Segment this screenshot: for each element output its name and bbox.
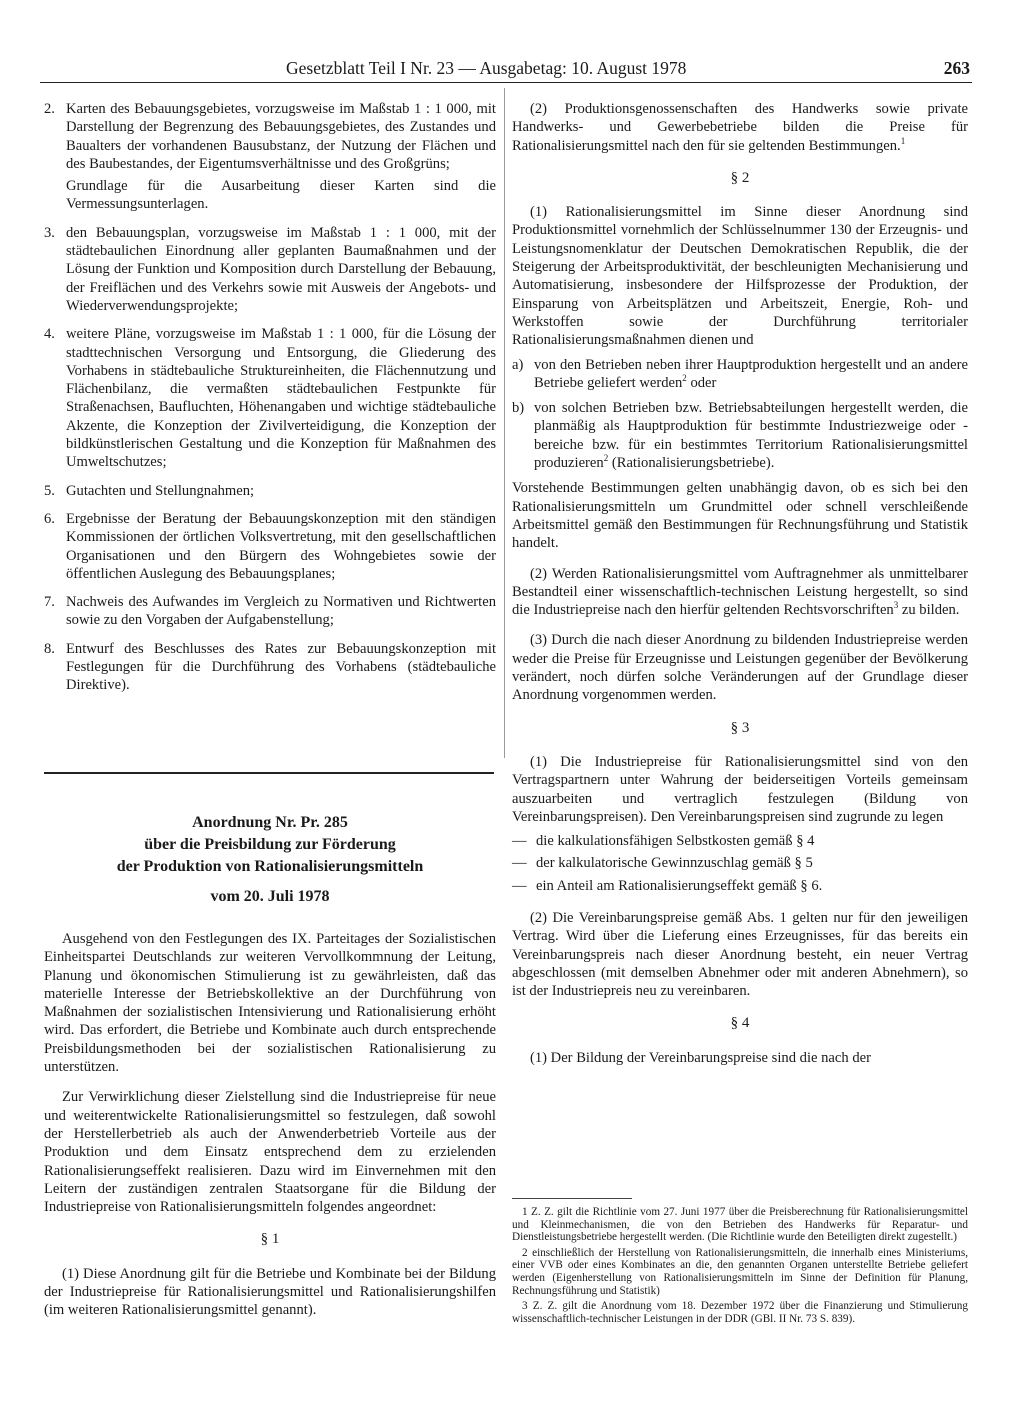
title-line-3: der Produktion von Rationalisierungsmitteln — [116, 858, 424, 875]
item-number: 2. — [44, 101, 55, 117]
section-3-paragraph-2: (2) Die Vereinbarungspreise gemäß Abs. 1 gelten nur für den jeweiligen Vertrag. Wird über die Lieferung eines Erzeugnisses, für das bereits ein Vereinbarungspreis nach dieser Anordnung besteht, ein neuer Vertrag abgeschlossen (mit demselben Abnehmer oder mit anderen Abnehmern), so ist der Industriepreis neu zu vereinbaren. — [512, 909, 968, 1000]
list-item — [44, 100, 496, 214]
section-2-paragraph-2 — [512, 565, 968, 620]
list-item — [44, 593, 496, 630]
list-item — [512, 854, 968, 872]
item-number: 6. — [44, 510, 55, 527]
section-1-paragraph-2 — [512, 100, 968, 155]
list-item — [44, 640, 496, 695]
footnote-rule — [512, 1198, 632, 1199]
item-number: 3. — [44, 224, 55, 241]
ordinance-title — [44, 812, 496, 878]
list-item — [512, 877, 968, 895]
item-text: die kalkulationsfähigen Selbstkosten gemäß § 4 — [536, 833, 815, 850]
footnote-3: 3 Z. Z. gilt die Anordnung vom 18. Dezember 1972 über die Finanzierung und Stimulierung wissenschaftlich-technischer Leistungen in der DDR (GBl. II Nr. 73 S. 839). — [512, 1300, 968, 1325]
paragraph-text: (2) Produktionsgenossenschaften des Handwerks sowie private Handwerks- und Gewerbebetriebe bilden die Preise für Rationalisierungsmittel nach den für sie geltenden Bestimmungen. — [512, 101, 968, 154]
column-divider — [504, 88, 505, 758]
section-2-paragraph-1-closing: Vorstehende Bestimmungen gelten unabhängig davon, ob es sich bei den Rationalisierungsmitteln um Grundmittel oder schnell verschleißende Arbeitsmittel gemäß den Bestimmungen für Rechnungsführung und Statistik handelt. — [512, 480, 968, 552]
item-end: (Rationalisierungsbetriebe). — [608, 455, 775, 472]
section-4-paragraph-1: (1) Der Bildung der Vereinbarungspreise sind die nach der — [530, 1049, 871, 1066]
item-label: b) — [512, 400, 525, 417]
item-text: weitere Pläne, vorzugsweise im Maßstab 1 : 1 000, für die Lösung der stadttechnischen Versorgung und Entsorgung, die Gliederung des Vorhabens in städtebauliche Struktureinheiten, die Flächennutzung und Flächenbilanz, die vermaßten städtebaulichen Festpunkte für Straßenachsen, Baufluchten, Höhenangaben und wichtige städtebauliche Akzente, die Konzeption der Zivilverteidigung, die Konzeption der bildkünstlerischen Gestaltung und die Konzeption für Maßnahmen des Umweltschutzes; — [66, 326, 496, 471]
page-number: 263 — [943, 58, 970, 78]
item-text: ein Anteil am Rationalisierungseffekt gemäß § 6. — [536, 877, 823, 894]
item-text: Karten des Bebauungsgebietes, vorzugsweise im Maßstab 1 : 1 000, mit Darstellung der Begrenzung des Bebauungsgebietes, des Zustandes und Baualters der vorhandenen Bausubstanz, der Nutzung der Flächen und des Baubestandes, der Eigentumsverhältnisse und des Großgrüns; — [66, 101, 496, 172]
list-item — [44, 510, 496, 583]
list-item — [44, 224, 496, 315]
list-item — [44, 482, 496, 500]
paragraph-text: (2) Werden Rationalisierungsmittel vom Auftragnehmer als unmittelbarer Bestandteil einer wissenschaftlich-technischen Leistung hergestellt, so sind die Industriepreise nach den hierfür geltenden Rechtsvorschriften — [512, 565, 968, 619]
dash-bullet: — — [512, 855, 527, 872]
page-header — [40, 58, 970, 84]
footnote-ref: 1 — [900, 135, 906, 146]
title-line-2: über die Preisbildung zur Förderung — [144, 836, 396, 853]
footnote-ref: 2 — [603, 453, 609, 464]
item-text: Ergebnisse der Beratung der Bebauungskonzeption mit den ständigen Kommissionen der örtlichen Volksvertretung, mit den gesellschaftlichen Organisationen und den Bürgern des Wohngebietes sowie der öffentlichen Auslegung des Bebauungsplanes; — [66, 510, 496, 582]
item-number: 4. — [44, 326, 55, 343]
item-body: von den Betrieben neben ihrer Hauptproduktion hergestellt und an andere Betriebe geliefert werden — [534, 356, 968, 391]
section-2-paragraph-3: (3) Durch die nach dieser Anordnung zu bildenden Industriepreise werden weder die Preise für Erzeugnisse und Leistungen gegenüber der Bevölkerung verändert, noch dürfen solche Veränderungen auf der Grundlage dieser Anordnung vorgenommen werden. — [512, 632, 968, 704]
section-heading-1: § 1 — [260, 1231, 280, 1248]
section-2-paragraph-1: (1) Rationalisierungsmittel im Sinne dieser Anordnung sind Produktionsmittel vornehmlich der Schlüsselnummer 130 der Erzeugnis- und Leistungsnomenklatur der Deutschen Demokratischen Republik, die der Steigerung der Arbeitsproduktivität, der beschleunigten Mechanisierung und Automatisierung, insbesondere der Hilfsprozesse der Produktion, der Einsparung von Arbeitsplätzen und Arbeitszeit, Energie, Roh- und Werkstoffen sowie der Durchführung territorialer Rationalisierungsmaßnahmen dienen und — [512, 204, 968, 349]
footnote-2: 2 einschließlich der Herstellung von Rationalisierungsmitteln, die innerhalb eines Ministeriums, einer VVB oder eines Kombinates an die, den genannten Organen unterstellte Betriebe geliefert werden (Eigenherstellung von Rationalisierungsmitteln im Sinne der Definition für Planung, Rechnungsführung und Statistik) — [512, 1246, 968, 1297]
item-number: 8. — [44, 640, 55, 657]
list-item — [512, 832, 968, 850]
section-3-paragraph-1: (1) Die Industriepreise für Rationalisierungsmittel sind von den Vertragspartnern unter Wahrung der beiderseitigen Vorteils gemeinsam auszuarbeiten und vertraglich festzulegen (Bildung von Vereinbarungspreisen). Den Vereinbarungspreisen sind zugrunde zu legen — [512, 753, 968, 825]
item-text: Nachweis des Aufwandes im Vergleich zu Normativen und Richtwerten sowie zu den Vorgaben der Aufgabenstellung; — [66, 594, 496, 629]
section-heading-2: § 2 — [730, 169, 750, 186]
header-rule — [40, 82, 972, 83]
dash-bullet: — — [512, 833, 527, 850]
section-1-paragraph-1: (1) Diese Anordnung gilt für die Betriebe und Kombinate bei der Bildung der Industriepreise für Rationalisierungsmittel und Rationalisierungshilfen (im weiteren Rationalisierungsmittel genannt). — [44, 1265, 496, 1319]
footnotes — [512, 1206, 968, 1328]
left-column-preamble — [44, 930, 496, 1332]
item-label: a) — [512, 356, 524, 373]
item-body: von solchen Betrieben bzw. Betriebsabteilungen hergestellt werden, die planmäßig als Hauptproduktion für bestimmte Industriezweige oder -bereiche bzw. für ein bestimmtes Territorium Rationalisierungsmittel produzieren — [534, 400, 968, 472]
list-item — [512, 399, 968, 472]
preamble-paragraph-1: Ausgehend von den Festlegungen des IX. Parteitages der Sozialistischen Einheitspartei Deutschlands zur weiteren Vervollkommnung der Leitung, Planung und ökonomischen Stimulierung ist zu gewährleisten, daß das materielle Interesse der Betriebskollektive an der Durchführung von Maßnahmen der sozialistischen Intensivierung und Rationalisierung erhöht wird. Das erfordert, die Betriebe und Kombinate auch durch entsprechende Preisbildungsmethoden bei der sozialistischen Rationalisierung zu unterstützen. — [44, 931, 496, 1076]
item-subtext: Grundlage für die Ausarbeitung dieser Karten sind die Vermessungsunterlagen. — [66, 178, 496, 213]
item-number: 5. — [44, 482, 55, 499]
left-column-list — [44, 100, 496, 705]
item-end: oder — [686, 374, 717, 391]
right-column — [512, 100, 968, 1079]
item-text: Entwurf des Beschlusses des Rates zur Bebauungskonzeption mit Festlegungen für die Durchführung des Vorhabens (städtebauliche Direktive). — [66, 640, 496, 694]
item-number: 7. — [44, 594, 55, 611]
dash-bullet: — — [512, 877, 527, 894]
paragraph-end: zu bilden. — [898, 602, 960, 619]
footnote-ref: 2 — [682, 373, 687, 383]
preamble-paragraph-2: Zur Verwirklichung dieser Zielstellung sind die Industriepreise für neue und weiterentwickelte Rationalisierungsmittel so festzulegen, daß sowohl der Herstellerbetrieb als auch der Anwenderbetrieb Vorteile aus der Produktion und dem Einsatz entsprechend dem zu erzielenden Rationalisierungseffekt realisieren. Dazu wird im Einvernehmen mit den Leitern der zuständigen zentralen Staatsorgane für die Bildung der Industriepreise von Rationalisierungsmitteln folgendes angeordnet: — [44, 1089, 496, 1216]
item-text — [534, 399, 968, 472]
ordinance-date: vom 20. Juli 1978 — [210, 888, 330, 905]
item-text: Gutachten und Stellungnahmen; — [66, 482, 255, 499]
item-text: den Bebauungsplan, vorzugsweise im Maßstab 1 : 1 000, mit der städtebaulichen Einordnung aller geplanten Baumaßnahmen und der Lösung der Funktion und Komposition durch Darstellung der Bebauung, der Freiflächen und des Verkehrs sowie mit Ausweis der Angebots- und Wiederverwendungsprojekte; — [66, 224, 496, 314]
list-item — [512, 356, 968, 393]
section-separator — [44, 772, 494, 774]
footnote-1: 1 Z. Z. gilt die Richtlinie vom 27. Juni 1977 über die Preisberechnung für Rationalisierungsmittel und Kleinmechanismen, die von den Betrieben des Handwerks für Reparatur- und Dienstleistungsbetriebe hergestellt werden. (Die Richtlinie wurde den Beteiligten direkt zugestellt.) — [512, 1206, 968, 1244]
section-heading-3: § 3 — [730, 719, 750, 736]
footnote-ref: 3 — [893, 600, 899, 611]
section-heading-4: § 4 — [730, 1015, 750, 1032]
list-item — [44, 325, 496, 471]
header-title: Gesetzblatt Teil I Nr. 23 — Ausgabetag: 10. August 1978 — [286, 58, 687, 78]
title-line-1: Anordnung Nr. Pr. 285 — [192, 814, 348, 831]
item-text — [534, 356, 968, 393]
item-text: der kalkulatorische Gewinnzuschlag gemäß § 5 — [536, 855, 813, 872]
